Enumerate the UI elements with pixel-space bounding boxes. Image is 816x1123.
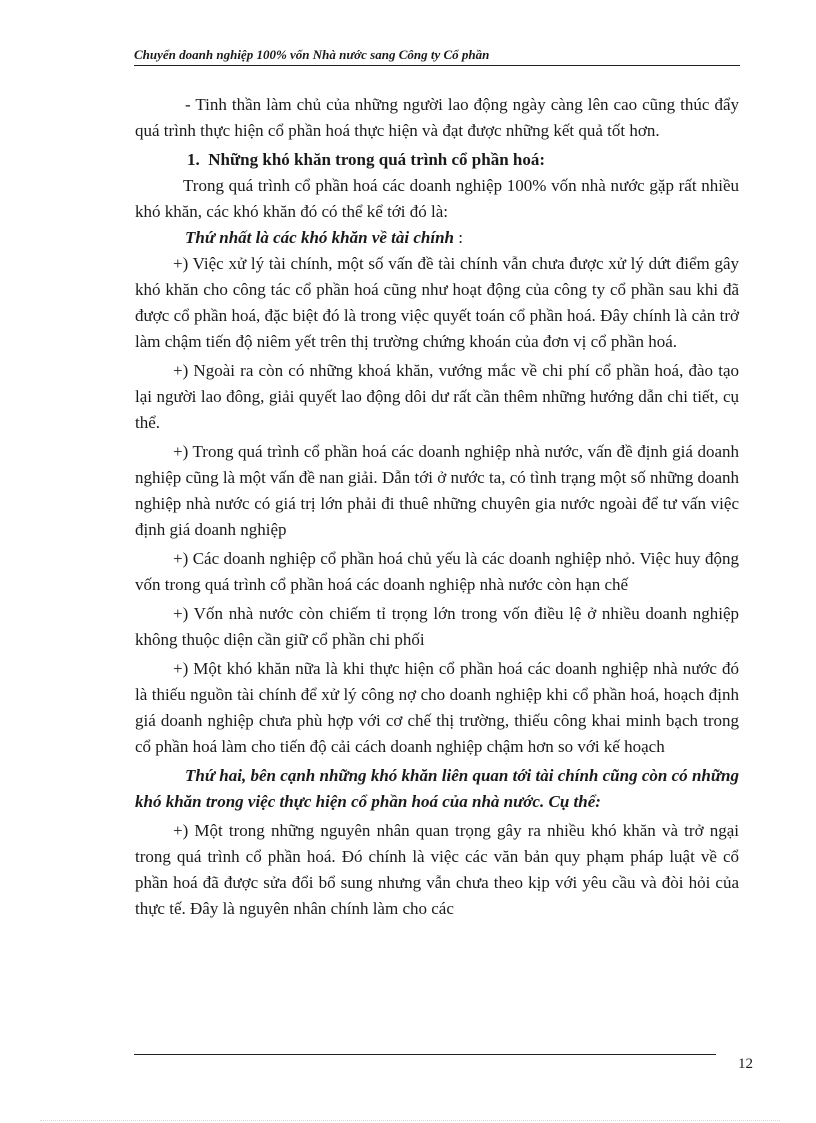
first-point-5: +) Vốn nhà nước còn chiếm tỉ trọng lớn trong vốn điều lệ ở nhiều doanh nghiệp không thuộc diện cần giữ cổ phần chi phối: [135, 604, 739, 649]
first-point-1: +) Việc xử lý tài chính, một số vấn đề tài chính vẫn chưa được xử lý dứt điểm gây khó khăn cho công tác cổ phần hoá cũng như hoạt động của công ty cổ phần sau khi đã được cổ phần hoá, đặc biệt đó là trong việc quyết toán cổ phần hoá. Đây chính là cản trở làm chậm tiến độ niêm yết trên thị trường chứng khoán của đơn vị cổ phần hoá.: [135, 254, 739, 351]
running-header: Chuyển doanh nghiệp 100% vốn Nhà nước sang Công ty Cổ phần: [134, 47, 490, 62]
first-subheading: [135, 225, 739, 251]
intro-paragraph: - Tinh thần làm chủ của những người lao động ngày càng lên cao cũng thúc đẩy quá trình thực hiện cổ phần hoá thực hiện và đạt được những kết quả tốt hơn.: [135, 95, 739, 140]
first-subheading-text: Thứ nhất là các khó khăn về tài chính: [185, 228, 455, 247]
footer-rule: [134, 1054, 716, 1055]
page-content: [135, 92, 739, 922]
second-point-1: +) Một trong những nguyên nhân quan trọng gây ra nhiều khó khăn và trở ngại trong quá trình cổ phần hoá. Đó chính là việc các văn bản quy phạm pháp luật về cổ phần hoá đã được sửa đổi bổ sung nhưng vẫn chưa theo kịp với yêu cầu và đòi hỏi của thực tế. Đây là nguyên nhân chính làm cho các: [135, 821, 739, 918]
first-subheading-suffix: :: [454, 228, 463, 247]
second-subheading: Thứ hai, bên cạnh những khó khăn liên quan tới tài chính cũng còn có những khó khăn trong việc thực hiện cổ phần hoá của nhà nước. Cụ thể:: [135, 766, 739, 811]
header-rule: [134, 65, 740, 66]
section-heading: [135, 147, 739, 173]
page-number: 12: [738, 1056, 753, 1072]
heading-text: Những khó khăn trong quá trình cổ phần hoá:: [208, 150, 546, 169]
heading-number: 1.: [187, 150, 200, 169]
first-point-4: +) Các doanh nghiệp cổ phần hoá chủ yếu là các doanh nghiệp nhỏ. Việc huy động vốn trong quá trình cổ phần hoá các doanh nghiệp nhà nước còn hạn chế: [135, 549, 739, 594]
page-edge-dotted-line: [40, 1120, 780, 1121]
first-point-6: +) Một khó khăn nữa là khi thực hiện cổ phần hoá các doanh nghiệp nhà nước đó là thiếu nguồn tài chính để xử lý công nợ cho doanh nghiệp khi cổ phần hoá, hoạch định giá doanh nghiệp chưa phù hợp với cơ chế thị trường, thiếu công khai minh bạch trong cổ phần hoá làm cho tiến độ cải cách doanh nghiệp chậm hơn so với kế hoạch: [135, 659, 739, 756]
first-point-2: +) Ngoài ra còn có những khoá khăn, vướng mắc về chi phí cổ phần hoá, đào tạo lại người lao đông, giải quyết lao động dôi dư rất cần thêm những hướng dẫn chi tiết, cụ thể.: [135, 361, 739, 432]
lead-paragraph: Trong quá trình cổ phần hoá các doanh nghiệp 100% vốn nhà nước gặp rất nhiều khó khăn, các khó khăn đó có thể kể tới đó là:: [135, 176, 739, 221]
first-point-3: +) Trong quá trình cổ phần hoá các doanh nghiệp nhà nước, vấn đề định giá doanh nghiệp cũng là một vấn đề nan giải. Dẫn tới ở nước ta, có tình trạng một số những doanh nghiệp nhà nước có giá trị lớn phải đi thuê những chuyên gia nước ngoài để tư vấn việc định giá doanh nghiệp: [135, 442, 739, 539]
